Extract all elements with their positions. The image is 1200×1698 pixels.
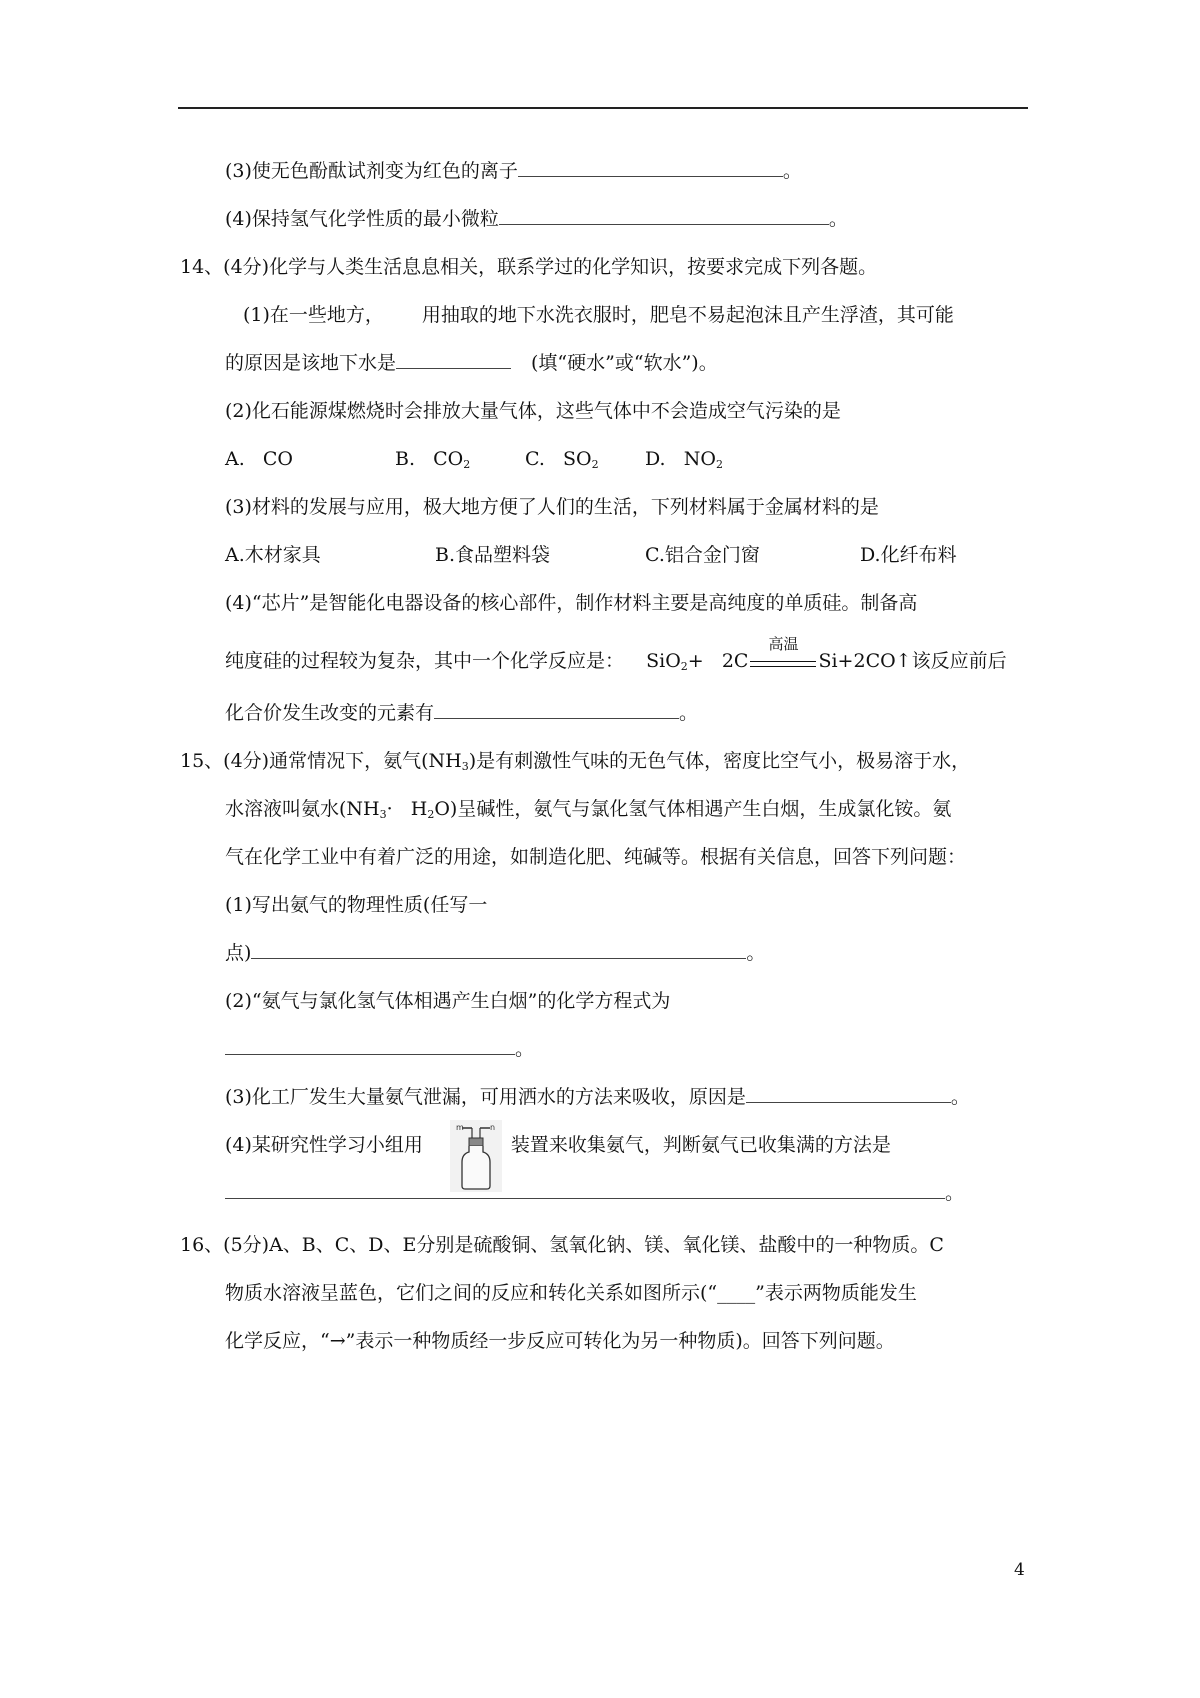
q15-line1: 15、(4分)通常情况下，氨气$(NH_3)$是有刺激性气味的无色气体，密度比空气小，极易溶于水， (180, 750, 971, 773)
q15-part2-answer: 。 (225, 1036, 534, 1062)
q14-part4-line3: 化合价发生改变的元素有 。 (225, 702, 699, 724)
q14-part1-line2: 的原因是该地下水是 (填“硬水”或“软水”)。 (225, 352, 718, 374)
option-a[interactable]: A. CO (225, 448, 294, 470)
q15-part2: (2)“氨气与氯化氢气体相遇产生白烟”的化学方程式为 (225, 990, 671, 1012)
option-b[interactable]: B.食品塑料袋 (435, 544, 551, 566)
q14-part4-line1: (4)“芯片”是智能化电器设备的核心部件，制作材料主要是高纯度的单质硅。制备高 (225, 592, 918, 614)
answer-blank[interactable] (434, 700, 679, 719)
q15-part4: (4)某研究性学习小组用 装置来收集氨气，判断氨气已收集满的方法是 (225, 1134, 891, 1156)
answer-blank[interactable] (225, 1180, 945, 1199)
q15-part4-answer: 。 (225, 1180, 964, 1206)
answer-blank[interactable] (499, 206, 829, 225)
q14-header: 14、(4分)化学与人类生活息息相关，联系学过的化学知识，按要求完成下列各题。 (180, 256, 878, 278)
answer-blank[interactable] (396, 350, 511, 369)
answer-blank[interactable] (251, 940, 746, 959)
q14-part4-line2: 纯度硅的过程较为复杂，其中一个化学反应是： SiO$_2$+ 2C 高温 Si+2CO↑该反应前后 (225, 635, 1007, 673)
option-c[interactable]: C.铝合金门窗 (645, 544, 760, 566)
page-number: 4 (1014, 1560, 1025, 1580)
q16-line1: 16、(5分)A、B、C、D、E分别是硫酸铜、氢氧化钠、镁、氧化镁、盐酸中的一种物质。C (180, 1234, 944, 1256)
svg-text:n: n (490, 1123, 496, 1132)
q15-part1-line1: (1)写出氨气的物理性质(任写一 (225, 894, 488, 916)
q16-line3: 化学反应，“→”表示一种物质经一步反应可转化为另一种物质)。回答下列问题。 (225, 1330, 895, 1352)
option-c[interactable]: C. $SO_2$ (525, 448, 599, 471)
reaction-arrow: 高温 (748, 651, 818, 667)
q14-part2: (2)化石能源煤燃烧时会排放大量气体，这些气体中不会造成空气污染的是 (225, 400, 841, 422)
option-d[interactable]: D. $NO_2$ (645, 448, 723, 471)
option-a[interactable]: A.木材家具 (225, 544, 321, 566)
q15-line3: 气在化学工业中有着广泛的用途，如制造化肥、纯碱等。根据有关信息，回答下列问题： (225, 846, 967, 868)
answer-blank[interactable] (518, 158, 783, 177)
q13-part4: (4)保持氢气化学性质的最小微粒 。 (225, 208, 848, 230)
q16-line2: 物质水溶液呈蓝色，它们之间的反应和转化关系如图所示(“____”表示两物质能发生 (225, 1282, 917, 1304)
q13-part3: (3)使无色酚酞试剂变为红色的离子 。 (225, 160, 802, 182)
q15-part1-line2: 点) 。 (225, 942, 766, 964)
header-rule (178, 107, 1028, 109)
answer-blank[interactable] (225, 1036, 515, 1055)
option-d[interactable]: D.化纤布料 (860, 544, 957, 566)
option-b[interactable]: B. $CO_2$ (395, 448, 471, 471)
q14-part3: (3)材料的发展与应用，极大地方便了人们的生活，下列材料属于金属材料的是 (225, 496, 879, 518)
q15-line2: 水溶液叫氨水($NH_3\cdot$ $H_2O$)呈碱性，氨气与氯化氢气体相遇产生白烟，生成氯化铵。氨 (225, 798, 952, 821)
q15-part3: (3)化工厂发生大量氨气泄漏，可用洒水的方法来吸收，原因是 。 (225, 1086, 970, 1108)
q14-part1-line1: (1)在一些地方， 用抽取的地下水洗衣服时，肥皂不易起泡沫且产生浮渣，其可能 (243, 304, 954, 326)
reaction-equation: SiO$_2$+ 2C 高温 Si+2CO↑ (646, 635, 912, 673)
svg-text:m: m (456, 1123, 464, 1132)
answer-blank[interactable] (746, 1084, 951, 1103)
